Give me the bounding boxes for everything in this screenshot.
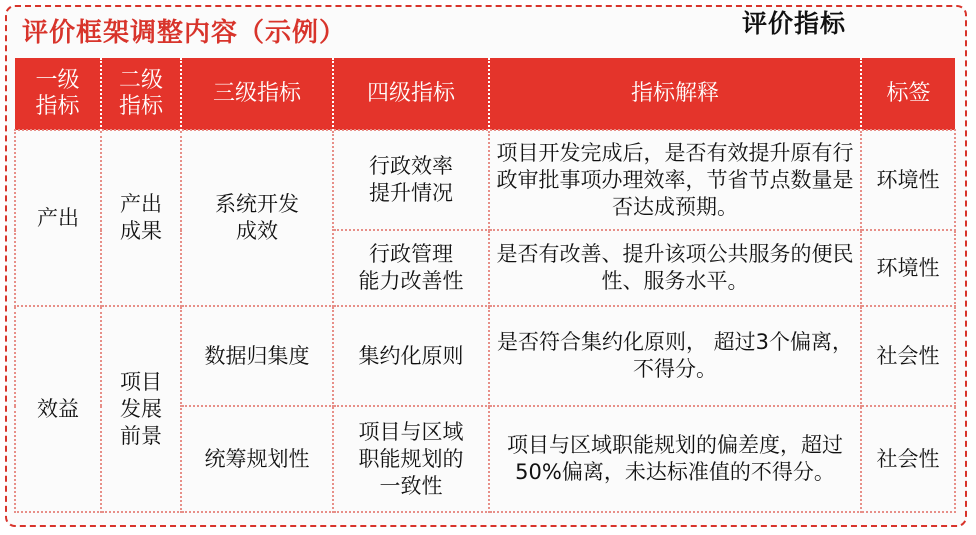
explanation-cell: 是否符合集约化原则， 超过3个偏离，不得分。 (489, 306, 861, 406)
corner-title: 评价指标 (742, 9, 847, 38)
level3-cell: 统筹规划性 (181, 406, 333, 512)
level3-cell: 系统开发 成效 (181, 130, 333, 306)
level4-cell: 项目与区域 职能规划的 一致性 (333, 406, 489, 512)
explanation-cell: 项目与区域职能规划的偏差度，超过50%偏离，未达标准值的不得分。 (489, 406, 861, 512)
tag-cell: 社会性 (861, 306, 955, 406)
tag-cell: 社会性 (861, 406, 955, 512)
level1-cell: 产出 (15, 130, 101, 306)
level4-cell: 行政效率 提升情况 (333, 130, 489, 230)
level4-cell: 行政管理 能力改善性 (333, 230, 489, 306)
explanation-cell: 是否有改善、提升该项公共服务的便民性、服务水平。 (489, 230, 861, 306)
table-row (15, 306, 955, 406)
column-header-level4: 四级指标 (333, 58, 489, 130)
tag-cell: 环境性 (861, 230, 955, 306)
table-header-row (15, 58, 955, 130)
evaluation-table (14, 58, 956, 513)
column-header-level3: 三级指标 (181, 58, 333, 130)
column-header-tag: 标签 (861, 58, 955, 130)
column-header-explanation: 指标解释 (489, 58, 861, 130)
tag-cell: 环境性 (861, 130, 955, 230)
level2-cell: 项目 发展 前景 (101, 306, 181, 512)
level3-cell: 数据归集度 (181, 306, 333, 406)
level2-cell: 产出 成果 (101, 130, 181, 306)
explanation-cell: 项目开发完成后，是否有效提升原有行政审批事项办理效率，节省节点数量是否达成预期。 (489, 130, 861, 230)
level1-cell: 效益 (15, 306, 101, 512)
level4-cell: 集约化原则 (333, 306, 489, 406)
page-title: 评价框架调整内容（示例） (22, 18, 347, 48)
column-header-level2: 二级 指标 (101, 58, 181, 130)
table-row (15, 130, 955, 230)
column-header-level1: 一级 指标 (15, 58, 101, 130)
